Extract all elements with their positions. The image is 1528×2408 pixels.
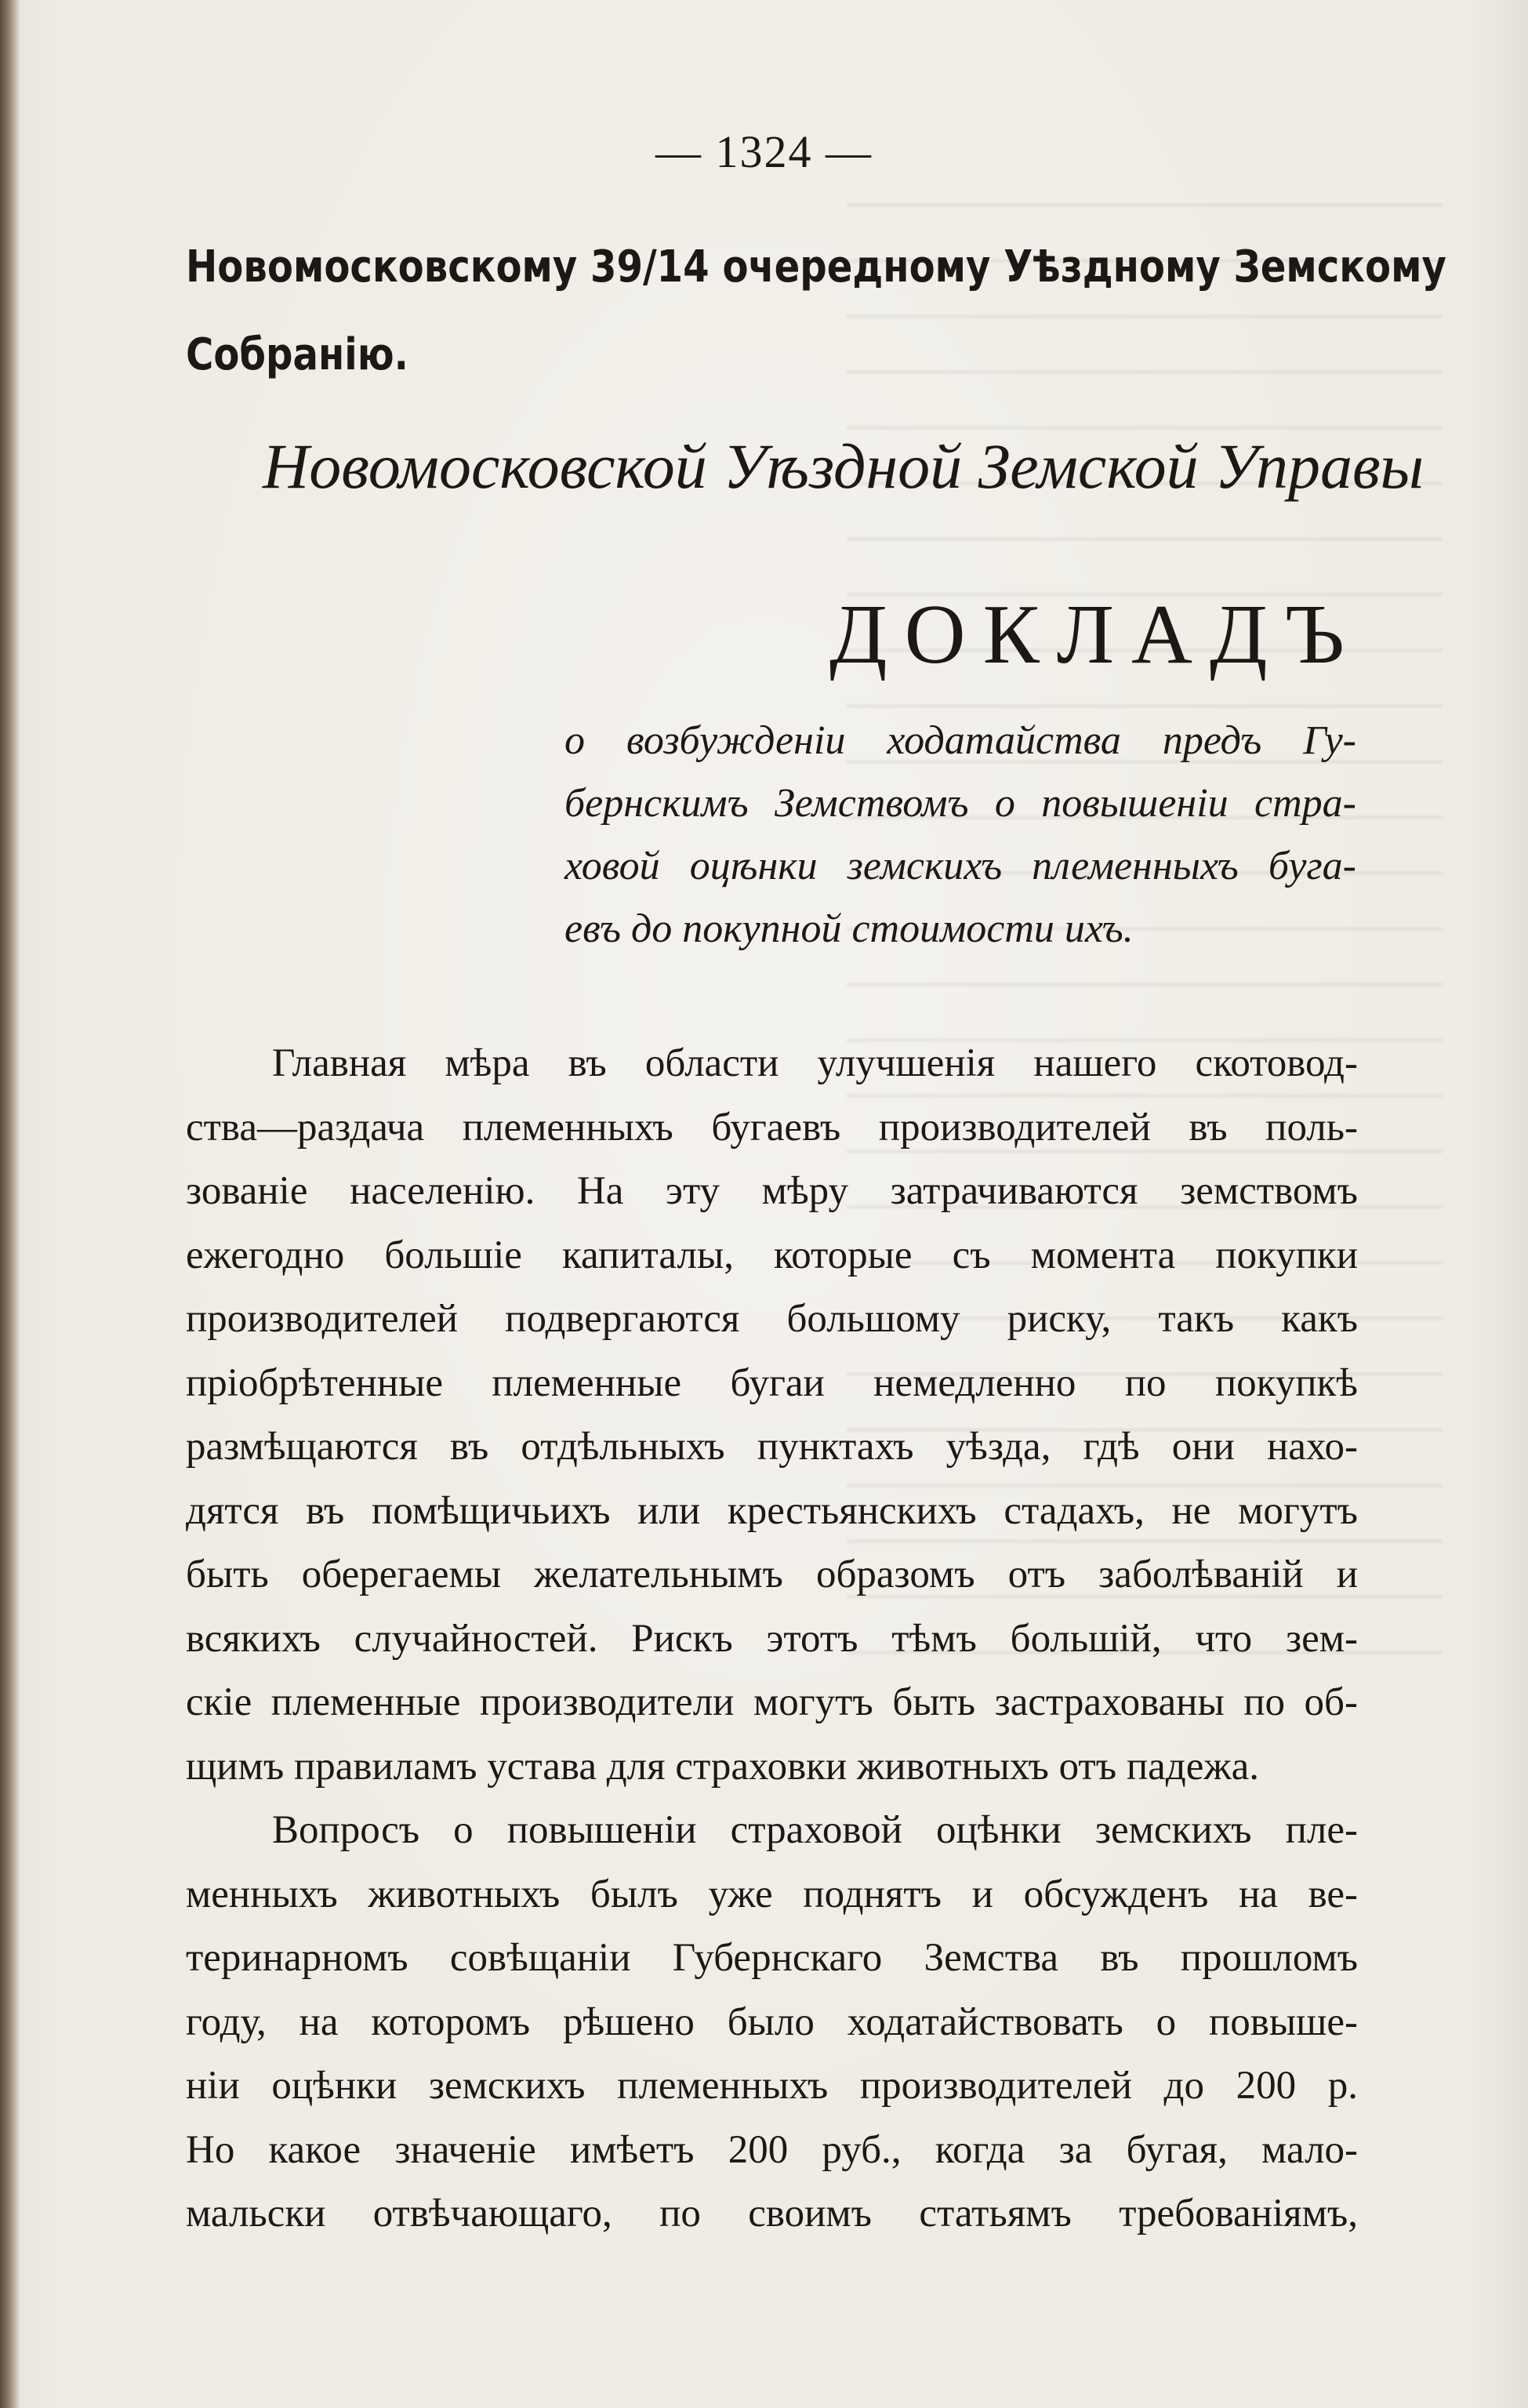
body-line: зованіе населенію. На эту мѣру затрачиваются земствомъ bbox=[186, 1169, 1358, 1213]
body-line: мальски отвѣчающаго, по своимъ статьямъ требованіямъ, bbox=[186, 2192, 1358, 2235]
report-subject bbox=[564, 710, 1356, 961]
body-line: ежегодно большіе капиталы, которые съ момента покупки bbox=[186, 1233, 1358, 1277]
body-line: теринарномъ совѣщаніи Губернскаго Земства въ прошломъ bbox=[186, 1936, 1358, 1980]
page-number: — 1324 — bbox=[655, 126, 873, 177]
body-line: Но какое значеніе имѣетъ 200 руб., когда за бугая, мало- bbox=[186, 2127, 1358, 2172]
binding-edge bbox=[0, 0, 20, 2408]
body-line: дятся въ помѣщичьихъ или крестьянскихъ стадахъ, не могутъ bbox=[186, 1488, 1358, 1533]
body-line: ства—раздача племенныхъ бугаевъ производителей въ поль- bbox=[186, 1105, 1358, 1150]
issuing-authority: Новомосковской Уѣздной Земской Управы bbox=[263, 430, 1425, 502]
document-title: ДОКЛАДЪ bbox=[829, 588, 1362, 681]
body-line: быть оберегаемы желательнымъ образомъ отъ заболѣваній и bbox=[186, 1553, 1358, 1596]
addressee-line: Новомосковскому 39/14 очередному Уѣздному Земскому bbox=[186, 242, 1446, 292]
body-line: производителей подвергаются большому риску, такъ какъ bbox=[186, 1297, 1358, 1341]
body-line: скіе племенные производители могутъ быть застрахованы по об- bbox=[186, 1680, 1358, 1724]
subject-line: ховой оцѣнки земскихъ племенныхъ буга- bbox=[564, 844, 1356, 888]
body-line: году, на которомъ рѣшено было ходатайствовать о повыше- bbox=[186, 1999, 1358, 2044]
body-text bbox=[186, 1032, 1358, 2246]
subject-line: о возбужденіи ходатайства предъ Гу- bbox=[564, 718, 1356, 763]
body-line: щимъ правиламъ устава для страховки животныхъ отъ падежа. bbox=[186, 1744, 1259, 1789]
addressee-line: Собранію. bbox=[186, 329, 408, 380]
body-line: пріобрѣтенные племенные бугаи немедленно по покупкѣ bbox=[186, 1360, 1358, 1405]
body-line: всякихъ случайностей. Рискъ этотъ тѣмъ большій, что зем- bbox=[186, 1616, 1358, 1661]
body-line: Вопросъ о повышеніи страховой оцѣнки земскихъ пле- bbox=[272, 1808, 1358, 1852]
body-line: ніи оцѣнки земскихъ племенныхъ производителей до 200 р. bbox=[186, 2064, 1358, 2108]
subject-line: бернскимъ Земствомъ о повышеніи стра- bbox=[564, 781, 1356, 826]
body-line: менныхъ животныхъ былъ уже поднятъ и обсужденъ на ве- bbox=[186, 1872, 1358, 1916]
addressee-heading bbox=[186, 223, 1446, 399]
subject-line: евъ до покупной стоимости ихъ. bbox=[564, 906, 1134, 951]
body-line: Главная мѣра въ области улучшенія нашего скотовод- bbox=[272, 1041, 1358, 1085]
body-line: размѣщаются въ отдѣльныхъ пунктахъ уѣзда, гдѣ они нахо- bbox=[186, 1425, 1358, 1469]
